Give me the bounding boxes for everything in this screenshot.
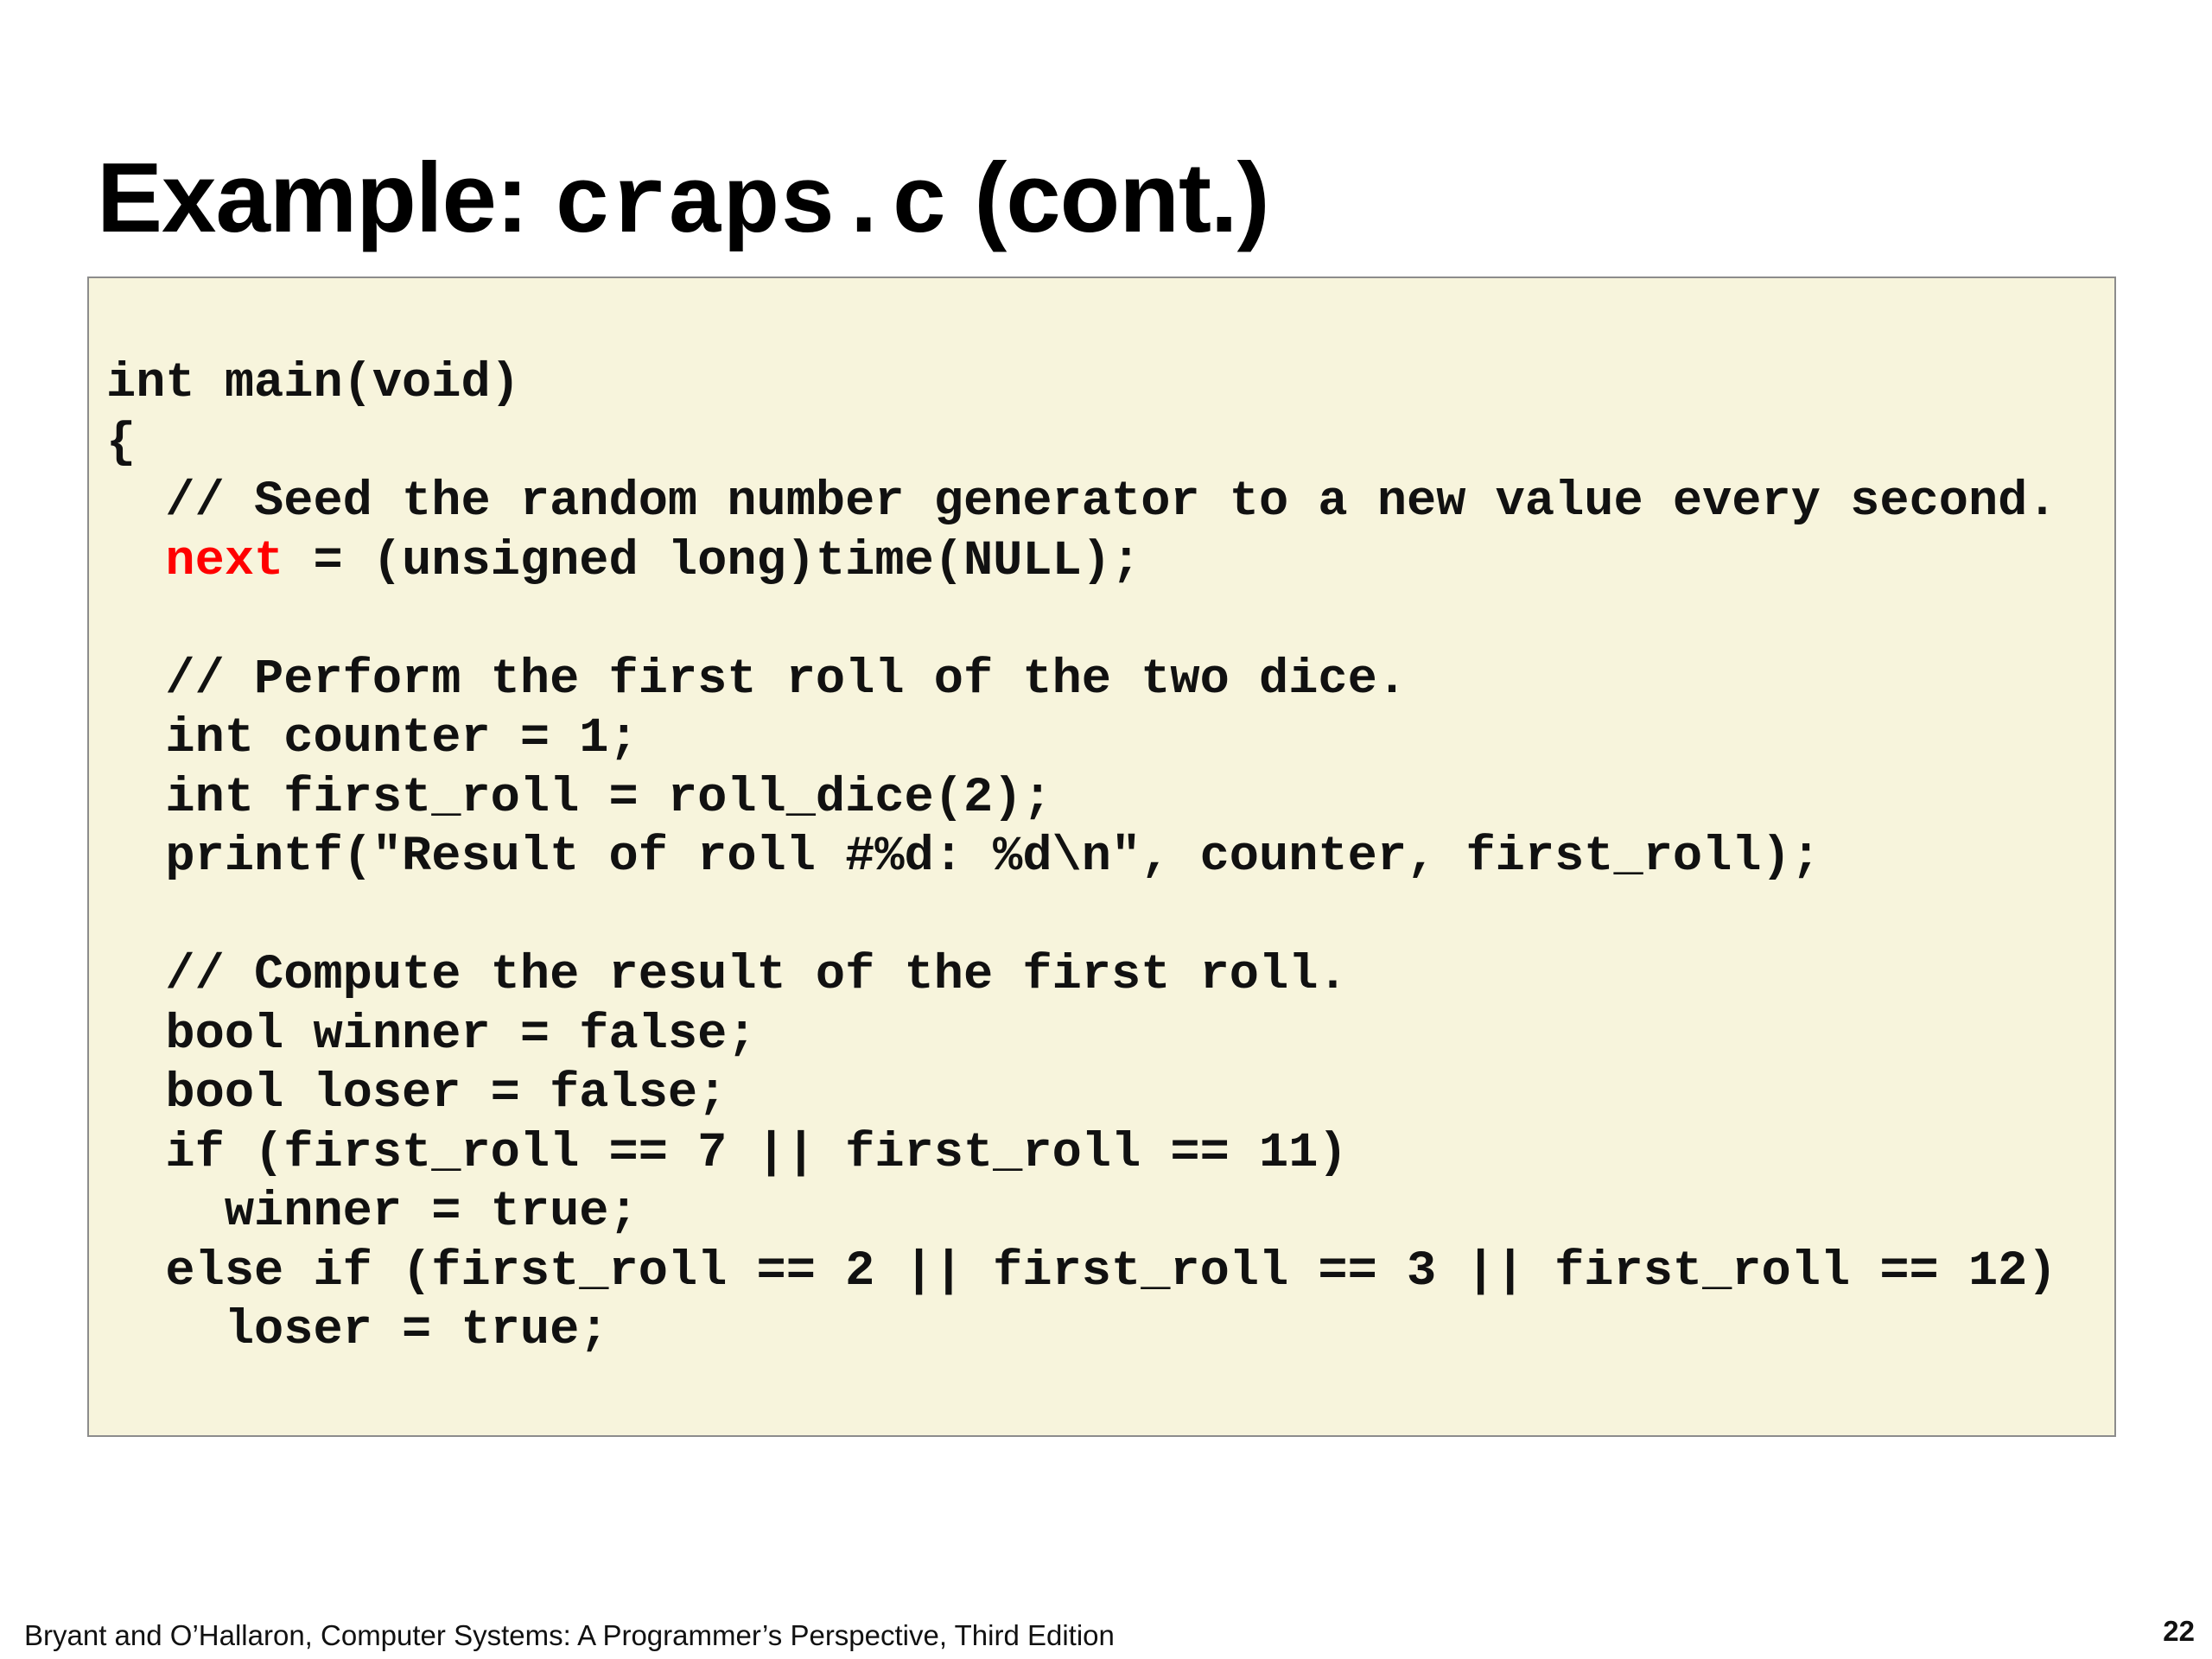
code-line: { [106,415,137,471]
code-line: int counter = 1; [106,711,639,766]
code-indent [106,534,165,589]
code-line-highlighted [106,532,2057,592]
code-line: int first_roll = roll_dice(2); [106,770,1052,826]
code-line-blank [106,887,2057,947]
code-line: else if (first_roll == 2 || first_roll == 3 || first_roll == 12) [106,1243,2057,1300]
code-line: int main(void) [106,356,520,411]
title-filename: craps.c [554,153,948,261]
title-prefix: Example: [97,143,555,253]
slide-title [97,138,1269,268]
code-line-blank [106,591,2057,651]
code-line: // Compute the result of the first roll. [106,948,1348,1003]
code-line: // Seed the random number generator to a new value every second. [106,474,2057,530]
code-listing [106,354,2057,1361]
code-line: bool winner = false; [106,1007,757,1063]
code-line: loser = true; [106,1303,609,1358]
code-line: bool loser = false; [106,1066,728,1122]
footer-citation: Bryant and O’Hallaron, Computer Systems: A Programmer’s Perspective, Third Edition [24,1619,1115,1651]
page-number: 22 [2163,1615,2195,1647]
code-line: // Perform the first roll of the two dice. [106,652,1408,708]
highlighted-variable: next [165,533,284,589]
code-line: printf("Result of roll #%d: %d\n", counter, first_roll); [106,830,1821,885]
title-suffix: (cont.) [947,143,1269,253]
code-line-rest: = (unsigned long)time(NULL); [283,533,1141,589]
code-line: winner = true; [106,1185,639,1240]
code-line: if (first_roll == 7 || first_roll == 11) [106,1125,1348,1181]
code-listing-box [87,276,2116,1437]
